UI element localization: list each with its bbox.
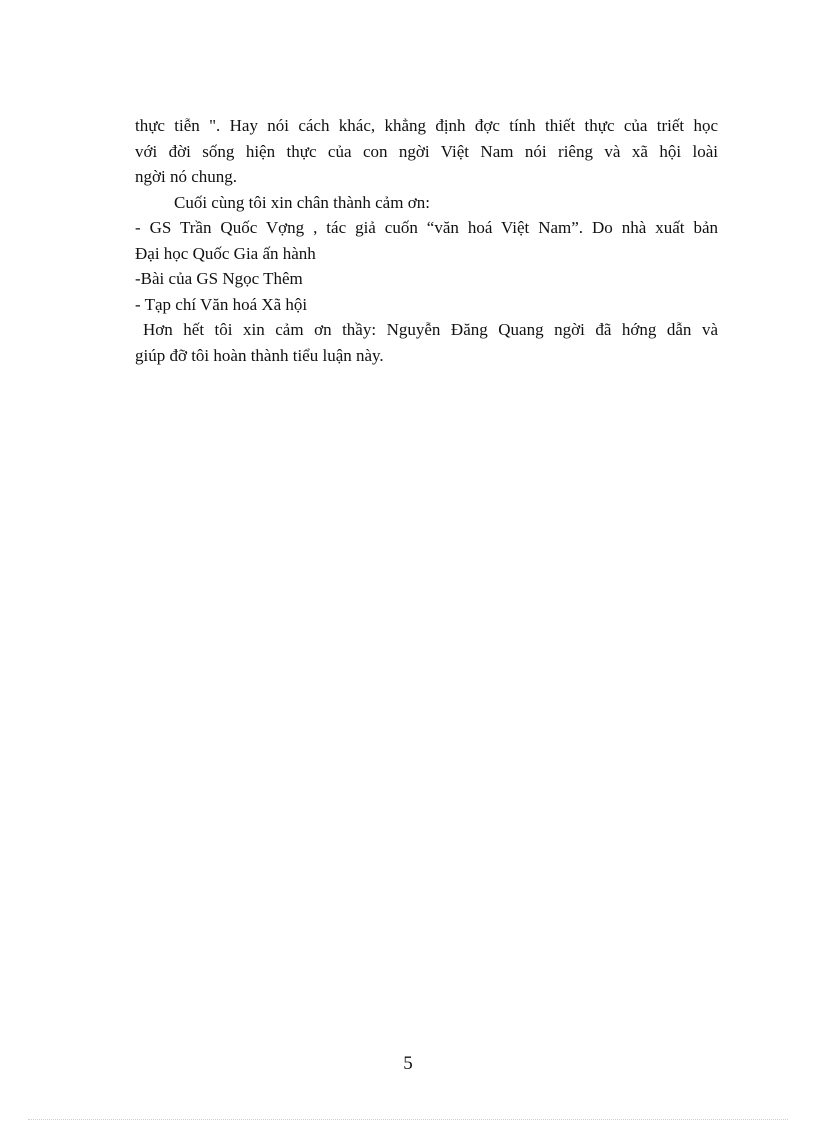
reference-item-1-line-2: Đại học Quốc Gia ấn hành <box>135 243 316 263</box>
reference-item-3: - Tạp chí Văn hoá Xã hội <box>135 294 308 314</box>
paragraph-line-2: với đời sống hiện thực của con ngời Việt Nam nói riêng và xã hội loài <box>135 141 718 161</box>
reference-item-1-line-1: - GS Trần Quốc Vợng , tác giả cuốn “văn hoá Việt Nam”. Do nhà xuất bản <box>135 218 718 237</box>
thanks-line-2: giúp đỡ tôi hoàn thành tiểu luận này. <box>135 345 384 365</box>
paragraph-line-1: thực tiễn ". Hay nói cách khác, khẳng định đợc tính thiết thực của triết học <box>135 116 718 135</box>
document-body <box>135 113 718 368</box>
paragraph-line-3: ngời nó chung. <box>135 167 238 186</box>
thanks-line-1: Hơn hết tôi xin cảm ơn thầy: Nguyễn Đăng Quang ngời đã hớng dẫn và <box>143 320 718 339</box>
acknowledgement-intro: Cuối cùng tôi xin chân thành cảm ơn: <box>174 192 430 212</box>
reference-item-2: -Bài của GS Ngọc Thêm <box>135 269 303 288</box>
page-number: 5 <box>403 1053 413 1074</box>
page-bottom-divider <box>28 1119 788 1120</box>
